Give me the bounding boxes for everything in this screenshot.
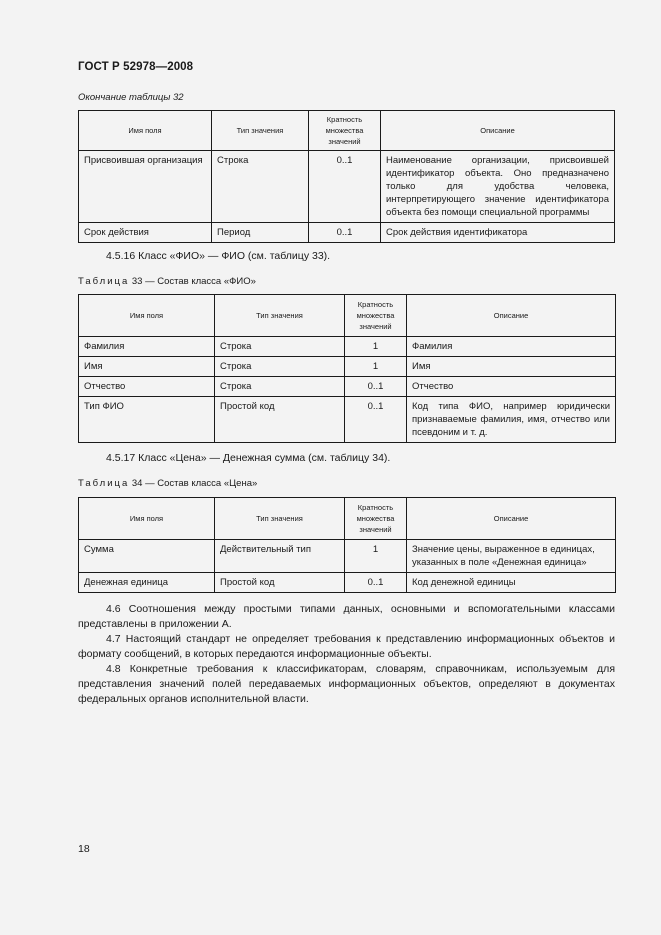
cell-desc: Имя: [407, 357, 616, 377]
header-name: Имя поля: [79, 295, 215, 337]
table-row: [79, 151, 615, 223]
table34-caption: [78, 478, 257, 489]
table33-caption-label: Таблица: [78, 276, 130, 287]
table-row: [79, 377, 616, 397]
cell-desc: Фамилия: [407, 337, 616, 357]
header-mult: Кратность множества значений: [345, 295, 407, 337]
cell-desc: Срок действия идентификатора: [381, 223, 615, 243]
section-4-5-17: 4.5.17 Класс «Цена» — Денежная сумма (см. таблицу 34).: [106, 452, 391, 464]
table34-caption-label: Таблица: [78, 478, 130, 489]
cell-name: Отчество: [79, 377, 215, 397]
table-row: [79, 540, 616, 573]
cell-name: Тип ФИО: [79, 397, 215, 443]
cell-mult: 0..1: [345, 397, 407, 443]
cell-name: Имя: [79, 357, 215, 377]
table-row: [79, 397, 616, 443]
cell-mult: 0..1: [309, 223, 381, 243]
cell-desc: Наименование организации, присвоившей идентификатор объекта. Оно предназначено только для удобства человека, интерпретирующего значение идентификатора объекта без помощи специальной программы: [381, 151, 615, 223]
document-header: ГОСТ Р 52978—2008: [78, 61, 194, 73]
cell-name: Фамилия: [79, 337, 215, 357]
cell-type: Строка: [212, 151, 309, 223]
table-34: [78, 497, 616, 593]
cell-type: Простой код: [215, 573, 345, 593]
cell-name: Присвоившая организация: [79, 151, 212, 223]
table-32: [78, 110, 615, 243]
paragraph-4-6: 4.6 Соотношения между простыми типами данных, основными и вспомогательными классами представлены в приложении А.: [78, 603, 615, 630]
table34-caption-text: 34 — Состав класса «Цена»: [131, 478, 258, 489]
cell-type: Действительный тип: [215, 540, 345, 573]
header-desc: Описание: [407, 498, 616, 540]
page-number: 18: [78, 843, 90, 855]
cell-desc: Код денежной единицы: [407, 573, 616, 593]
table-header-row: [79, 498, 616, 540]
cell-type: Простой код: [215, 397, 345, 443]
table-row: [79, 357, 616, 377]
header-type: Тип значения: [215, 295, 345, 337]
header-type: Тип значения: [212, 111, 309, 151]
paragraph-4-8: 4.8 Конкретные требования к классификаторам, словарям, справочникам, используемым для представления значений полей передаваемых информационных объектов, определяют в документах федеральных органов исполнительной власти.: [78, 663, 615, 705]
table-row: [79, 337, 616, 357]
cell-mult: 0..1: [345, 377, 407, 397]
cell-name: Срок действия: [79, 223, 212, 243]
cell-mult: 1: [345, 337, 407, 357]
header-name: Имя поля: [79, 111, 212, 151]
table32-caption: Окончание таблицы 32: [78, 92, 184, 103]
header-mult: Кратность множества значений: [309, 111, 381, 151]
body-paragraphs: [78, 602, 615, 707]
header-name: Имя поля: [79, 498, 215, 540]
cell-name: Денежная единица: [79, 573, 215, 593]
header-mult: Кратность множества значений: [345, 498, 407, 540]
cell-desc: Код типа ФИО, например юридически признаваемые фамилия, имя, отчество или псевдоним и т. д.: [407, 397, 616, 443]
section-4-5-16: 4.5.16 Класс «ФИО» — ФИО (см. таблицу 33).: [106, 250, 331, 262]
header-desc: Описание: [381, 111, 615, 151]
cell-desc: Значение цены, выраженное в единицах, указанных в поле «Денежная единица»: [407, 540, 616, 573]
table-header-row: [79, 111, 615, 151]
cell-mult: 0..1: [309, 151, 381, 223]
cell-mult: 1: [345, 540, 407, 573]
header-desc: Описание: [407, 295, 616, 337]
table-row: [79, 573, 616, 593]
cell-mult: 0..1: [345, 573, 407, 593]
table-row: [79, 223, 615, 243]
table-33: [78, 294, 616, 443]
cell-type: Строка: [215, 337, 345, 357]
cell-desc: Отчество: [407, 377, 616, 397]
header-type: Тип значения: [215, 498, 345, 540]
paragraph-4-7: 4.7 Настоящий стандарт не определяет требования к представлению информационных объектов и формату сообщений, в которых передаются информационные объекты.: [78, 633, 615, 660]
cell-mult: 1: [345, 357, 407, 377]
cell-type: Период: [212, 223, 309, 243]
cell-name: Сумма: [79, 540, 215, 573]
cell-type: Строка: [215, 377, 345, 397]
table33-caption-text: 33 — Состав класса «ФИО»: [131, 276, 256, 287]
table33-caption: [78, 276, 256, 287]
table-header-row: [79, 295, 616, 337]
cell-type: Строка: [215, 357, 345, 377]
